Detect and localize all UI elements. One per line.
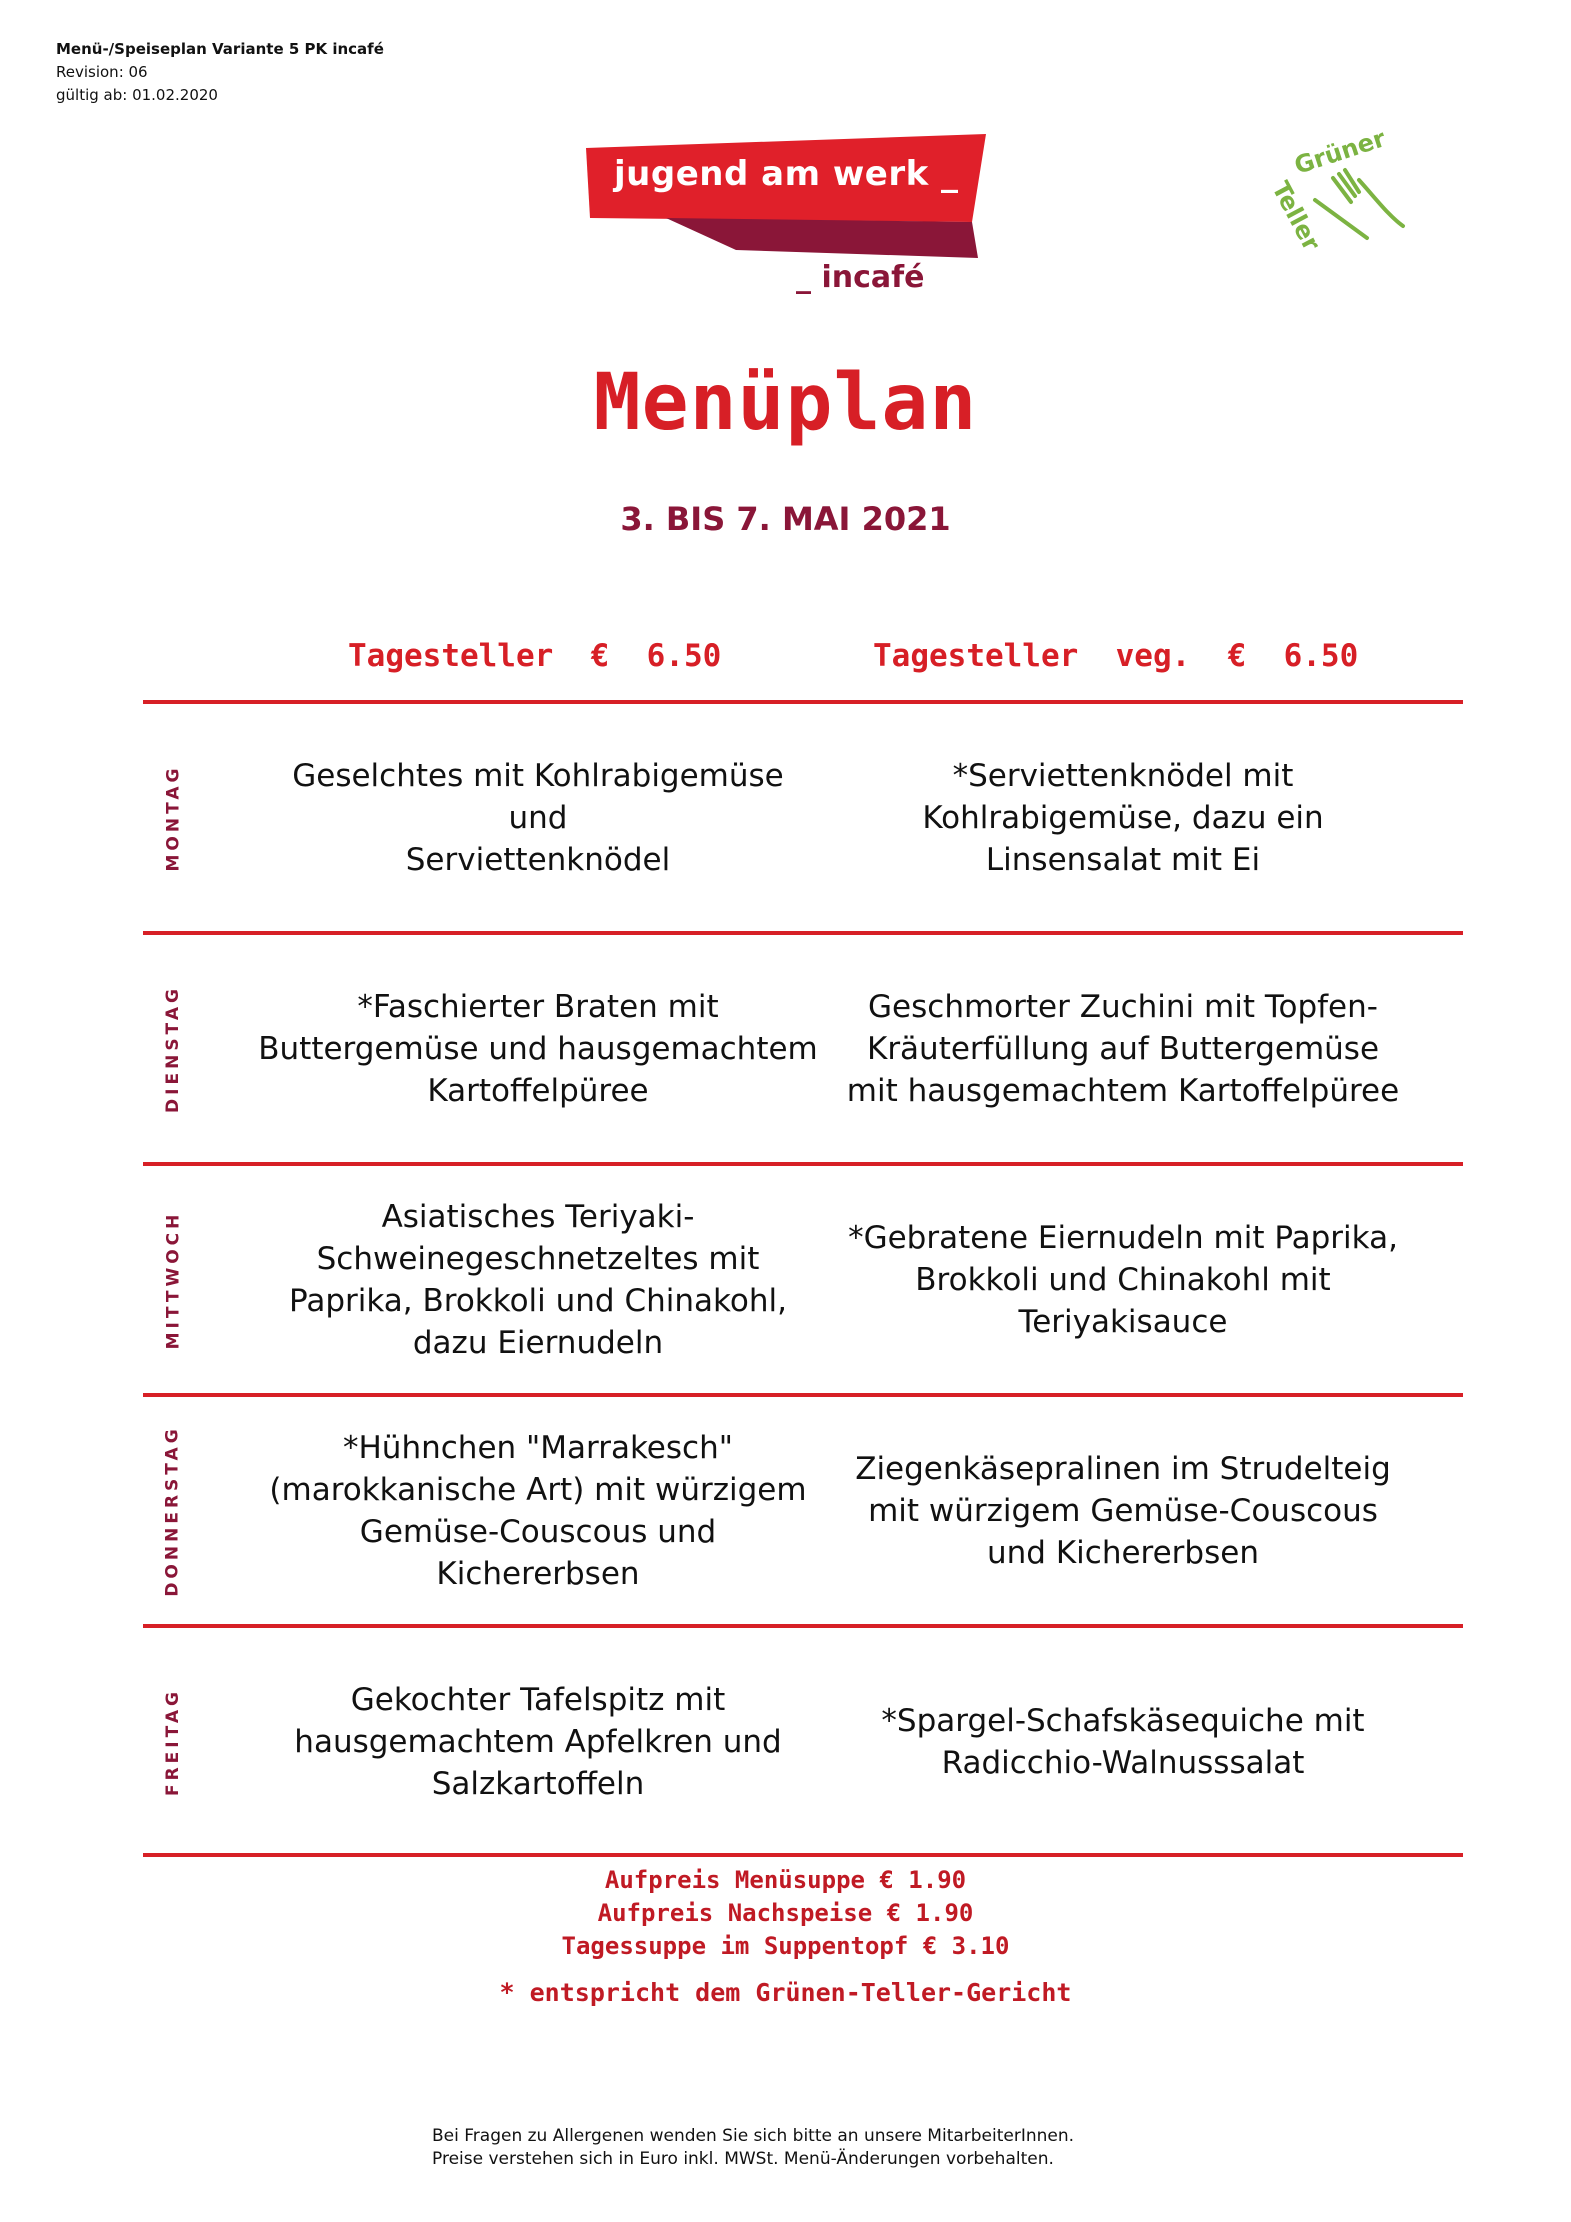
- divider-line: [143, 700, 1463, 704]
- day-text: MONTAG: [163, 764, 184, 871]
- footer-line-allergens: Bei Fragen zu Allergenen wenden Sie sich bitte an unsere MitarbeiterInnen.: [432, 2126, 1075, 2146]
- day-label: [143, 936, 203, 1161]
- divider-line: [143, 1853, 1463, 1857]
- valid-from-text: gültig ab: 01.02.2020: [56, 86, 218, 104]
- document-header: [56, 38, 384, 107]
- gruener-teller-badge: [1255, 124, 1415, 270]
- extra-tagessuppe: Tagessuppe im Suppentopf € 3.10: [561, 1932, 1010, 1960]
- column-header-tagesteller: Tagesteller € 6.50: [348, 638, 722, 674]
- badge-line2: Teller: [1266, 176, 1326, 256]
- dish-tagesteller-veg: *Spargel-Schafskäsequiche mit Radicchio-Walnusssalat: [881, 1702, 1365, 1781]
- dish-tagesteller: *Faschierter Braten mit Buttergemüse und hausgemachtem Kartoffelpüree: [258, 988, 818, 1109]
- dish-tagesteller: Gekochter Tafelspitz mit hausgemachtem Apfelkren und Salzkartoffeln: [294, 1681, 782, 1802]
- extras-list: [0, 1864, 1571, 1963]
- divider-line: [143, 1393, 1463, 1397]
- revision-text: Revision: 06: [56, 63, 148, 81]
- badge-line1: Grüner: [1290, 124, 1389, 180]
- dish-tagesteller: Asiatisches Teriyaki- Schweinegeschnetzeltes mit Paprika, Brokkoli und Chinakohl, dazu Eiernudeln: [289, 1198, 787, 1361]
- extra-menusuppe: Aufpreis Menüsuppe € 1.90: [604, 1866, 967, 1894]
- menu-row-mittwoch: [143, 1167, 1463, 1392]
- divider-line: [143, 1624, 1463, 1628]
- page-title: Menüplan: [593, 358, 978, 448]
- menu-row-donnerstag: [143, 1398, 1463, 1623]
- dish-tagesteller-veg: *Gebratene Eiernudeln mit Paprika, Brokkoli und Chinakohl mit Teriyakisauce: [848, 1219, 1398, 1340]
- dish-tagesteller: Geselchtes mit Kohlrabigemüse und Serviettenknödel: [292, 757, 784, 878]
- document-title: Menü-/Speiseplan Variante 5 PK incafé: [56, 40, 384, 58]
- day-text: MITTWOCH: [163, 1210, 184, 1349]
- dish-tagesteller: *Hühnchen "Marrakesch" (marokkanische Art) mit würzigem Gemüse-Couscous und Kichererbsen: [269, 1429, 807, 1592]
- divider-line: [143, 1162, 1463, 1166]
- column-header-tagesteller-veg: Tagesteller veg. € 6.50: [873, 638, 1359, 674]
- logo-main-text: jugend am werk _: [614, 154, 959, 194]
- divider-line: [143, 931, 1463, 935]
- footer-line-prices: Preise verstehen sich in Euro inkl. MWSt. Menü-Änderungen vorbehalten.: [432, 2149, 1054, 2169]
- day-text: DONNERSTAG: [163, 1424, 184, 1597]
- day-text: FREITAG: [163, 1687, 183, 1796]
- menu-row-dienstag: [143, 936, 1463, 1161]
- logo-sub-text: _ incafé: [796, 260, 925, 295]
- extra-nachspeise: Aufpreis Nachspeise € 1.90: [597, 1899, 974, 1927]
- gruener-teller-note: * entspricht dem Grünen-Teller-Gericht: [499, 1978, 1072, 2007]
- day-label: [143, 1629, 203, 1854]
- menu-row-montag: [143, 705, 1463, 930]
- footer: [432, 2125, 1074, 2171]
- dish-tagesteller-veg: *Serviettenknödel mit Kohlrabigemüse, dazu ein Linsensalat mit Ei: [922, 757, 1324, 878]
- day-label: [143, 1398, 203, 1623]
- dish-tagesteller-veg: Ziegenkäsepralinen im Strudelteig mit würzigem Gemüse-Couscous und Kichererbsen: [855, 1450, 1391, 1571]
- menu-row-freitag: [143, 1629, 1463, 1854]
- day-label: [143, 1167, 203, 1392]
- dish-tagesteller-veg: Geschmorter Zuchini mit Topfen- Kräuterfüllung auf Buttergemüse mit hausgemachtem Kartoffelpüree: [846, 988, 1400, 1109]
- day-text: DIENSTAG: [163, 984, 184, 1113]
- jugend-am-werk-logo: [586, 130, 990, 300]
- day-label: [143, 705, 203, 930]
- date-range: 3. BIS 7. MAI 2021: [620, 500, 951, 538]
